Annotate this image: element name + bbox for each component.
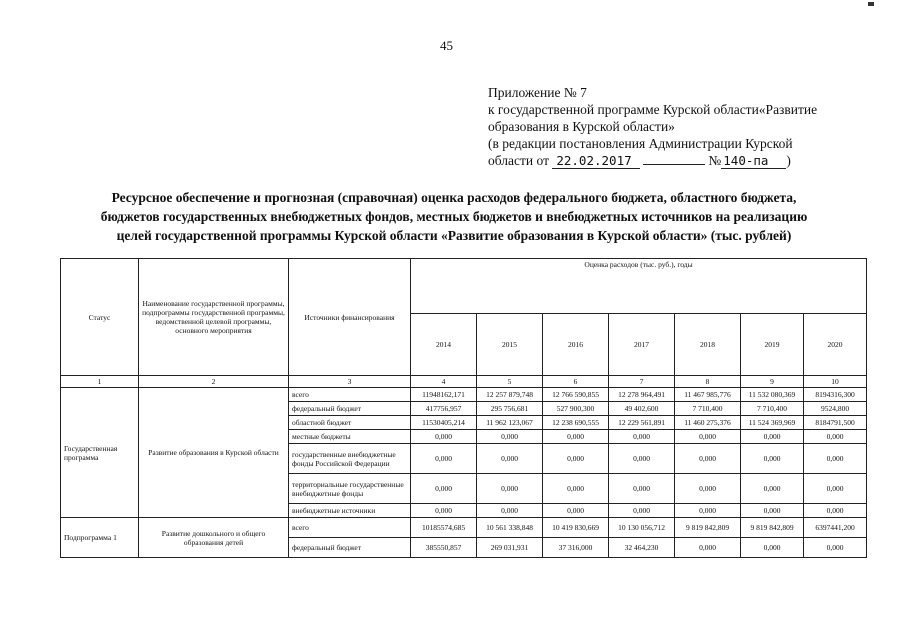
col-number: 1 bbox=[61, 376, 139, 388]
header-year: 2019 bbox=[741, 314, 804, 376]
header-year: 2020 bbox=[804, 314, 867, 376]
row-value: 6397441,200 bbox=[804, 518, 867, 538]
appendix-line: Приложение № 7 bbox=[488, 85, 587, 100]
header-year: 2015 bbox=[477, 314, 543, 376]
row-source: федеральный бюджет bbox=[289, 402, 411, 416]
row-value: 0,000 bbox=[609, 444, 675, 474]
appendix-prefix: области от bbox=[488, 153, 549, 168]
col-number: 5 bbox=[477, 376, 543, 388]
row-value: 0,000 bbox=[675, 538, 741, 558]
row-value: 7 710,400 bbox=[675, 402, 741, 416]
row-value: 10 130 056,712 bbox=[609, 518, 675, 538]
header-year: 2014 bbox=[411, 314, 477, 376]
row-value: 0,000 bbox=[609, 504, 675, 518]
row-value: 10 561 338,848 bbox=[477, 518, 543, 538]
row-value: 0,000 bbox=[477, 444, 543, 474]
col-number: 9 bbox=[741, 376, 804, 388]
row-value: 12 766 590,855 bbox=[543, 388, 609, 402]
row-value: 0,000 bbox=[675, 444, 741, 474]
row-value: 9 819 842,809 bbox=[675, 518, 741, 538]
row-value: 0,000 bbox=[543, 474, 609, 504]
row-value: 9 819 842,809 bbox=[741, 518, 804, 538]
appendix-line: образования в Курской области» bbox=[488, 119, 675, 134]
row-value: 527 900,300 bbox=[543, 402, 609, 416]
date-underline bbox=[643, 152, 705, 165]
row-status: Подпрограмма 1 bbox=[61, 518, 139, 558]
row-value: 0,000 bbox=[804, 538, 867, 558]
col-number: 2 bbox=[139, 376, 289, 388]
row-value: 0,000 bbox=[609, 474, 675, 504]
row-source: всего bbox=[289, 518, 411, 538]
row-value: 10185574,685 bbox=[411, 518, 477, 538]
page-number: 45 bbox=[440, 38, 453, 53]
row-value: 0,000 bbox=[411, 444, 477, 474]
header-name: Наименование государственной программы, подпрограммы государственной программы, ведомственной целевой программы, основного мероприятия bbox=[139, 259, 289, 376]
row-value: 32 464,230 bbox=[609, 538, 675, 558]
row-value: 11 532 080,369 bbox=[741, 388, 804, 402]
row-source: местные бюджеты bbox=[289, 430, 411, 444]
row-program-name: Развитие образования в Курской области bbox=[139, 388, 289, 518]
row-value: 0,000 bbox=[804, 474, 867, 504]
row-value: 0,000 bbox=[675, 504, 741, 518]
row-value: 0,000 bbox=[477, 474, 543, 504]
row-value: 12 238 690,555 bbox=[543, 416, 609, 430]
header-year: 2016 bbox=[543, 314, 609, 376]
row-value: 0,000 bbox=[477, 504, 543, 518]
row-value: 0,000 bbox=[741, 504, 804, 518]
appendix-line-date bbox=[488, 152, 898, 169]
row-value: 417756,957 bbox=[411, 402, 477, 416]
appendix-close: ) bbox=[786, 153, 791, 168]
row-source: территориальные государственные внебюджетные фонды bbox=[289, 474, 411, 504]
scan-mark bbox=[868, 2, 874, 6]
row-value: 269 031,931 bbox=[477, 538, 543, 558]
row-value: 11530405,214 bbox=[411, 416, 477, 430]
row-value: 385550,857 bbox=[411, 538, 477, 558]
row-value: 0,000 bbox=[741, 538, 804, 558]
header-year: 2017 bbox=[609, 314, 675, 376]
resolution-number: 140-па bbox=[721, 154, 786, 169]
table-row bbox=[61, 518, 867, 538]
row-value: 0,000 bbox=[675, 430, 741, 444]
row-value: 0,000 bbox=[804, 504, 867, 518]
row-value: 0,000 bbox=[411, 474, 477, 504]
resolution-date: 22.02.2017 bbox=[552, 154, 639, 169]
row-value: 11 460 275,376 bbox=[675, 416, 741, 430]
header-year: 2018 bbox=[675, 314, 741, 376]
row-value: 0,000 bbox=[411, 504, 477, 518]
row-value: 11 524 369,969 bbox=[741, 416, 804, 430]
row-value: 49 402,600 bbox=[609, 402, 675, 416]
row-value: 0,000 bbox=[804, 430, 867, 444]
row-value: 295 756,681 bbox=[477, 402, 543, 416]
appendix-line: к государственной программе Курской области«Развитие bbox=[488, 102, 818, 117]
row-value: 11 467 985,776 bbox=[675, 388, 741, 402]
row-value: 11948162,171 bbox=[411, 388, 477, 402]
col-number: 10 bbox=[804, 376, 867, 388]
row-value: 0,000 bbox=[609, 430, 675, 444]
row-value: 37 316,000 bbox=[543, 538, 609, 558]
row-value: 7 710,400 bbox=[741, 402, 804, 416]
row-source: всего bbox=[289, 388, 411, 402]
row-source: областной бюджет bbox=[289, 416, 411, 430]
col-number: 4 bbox=[411, 376, 477, 388]
row-value: 0,000 bbox=[543, 430, 609, 444]
number-label: № bbox=[708, 153, 722, 168]
row-value: 9524,800 bbox=[804, 402, 867, 416]
row-value: 12 257 879,748 bbox=[477, 388, 543, 402]
row-value: 0,000 bbox=[804, 444, 867, 474]
col-number: 8 bbox=[675, 376, 741, 388]
row-source: государственные внебюджетные фонды Российской Федерации bbox=[289, 444, 411, 474]
title-line: бюджетов государственных внебюджетных фондов, местных бюджетов и внебюджетных источников на реализацию bbox=[100, 209, 808, 224]
row-value: 0,000 bbox=[543, 444, 609, 474]
appendix-header bbox=[488, 84, 898, 169]
document-title bbox=[40, 188, 868, 245]
header-status: Статус bbox=[61, 259, 139, 376]
row-value: 8184791,500 bbox=[804, 416, 867, 430]
row-source: федеральный бюджет bbox=[289, 538, 411, 558]
resource-table bbox=[60, 258, 867, 558]
row-value: 0,000 bbox=[741, 474, 804, 504]
title-line: целей государственной программы Курской области «Развитие образования в Курской области» (тыс. рублей) bbox=[116, 228, 792, 243]
row-value: 0,000 bbox=[543, 504, 609, 518]
row-status: Государственная программа bbox=[61, 388, 139, 518]
header-sources: Источники финансирования bbox=[289, 259, 411, 376]
row-value: 11 962 123,067 bbox=[477, 416, 543, 430]
appendix-line: (в редакции постановления Администрации Курской bbox=[488, 136, 793, 151]
row-value: 10 419 830,669 bbox=[543, 518, 609, 538]
col-number: 7 bbox=[609, 376, 675, 388]
row-value: 12 278 964,491 bbox=[609, 388, 675, 402]
row-value: 0,000 bbox=[741, 430, 804, 444]
row-value: 8194316,300 bbox=[804, 388, 867, 402]
header-estimate: Оценка расходов (тыс. руб.), годы bbox=[411, 259, 867, 314]
col-number: 6 bbox=[543, 376, 609, 388]
table-row bbox=[61, 388, 867, 402]
title-line: Ресурсное обеспечение и прогнозная (справочная) оценка расходов федерального бюджета, областного бюджета, bbox=[111, 190, 797, 205]
row-value: 0,000 bbox=[477, 430, 543, 444]
row-value: 0,000 bbox=[411, 430, 477, 444]
row-program-name: Развитие дошкольного и общего образования детей bbox=[139, 518, 289, 558]
row-value: 12 229 561,891 bbox=[609, 416, 675, 430]
row-source: внебюджетные источники bbox=[289, 504, 411, 518]
row-value: 0,000 bbox=[741, 444, 804, 474]
col-number: 3 bbox=[289, 376, 411, 388]
row-value: 0,000 bbox=[675, 474, 741, 504]
